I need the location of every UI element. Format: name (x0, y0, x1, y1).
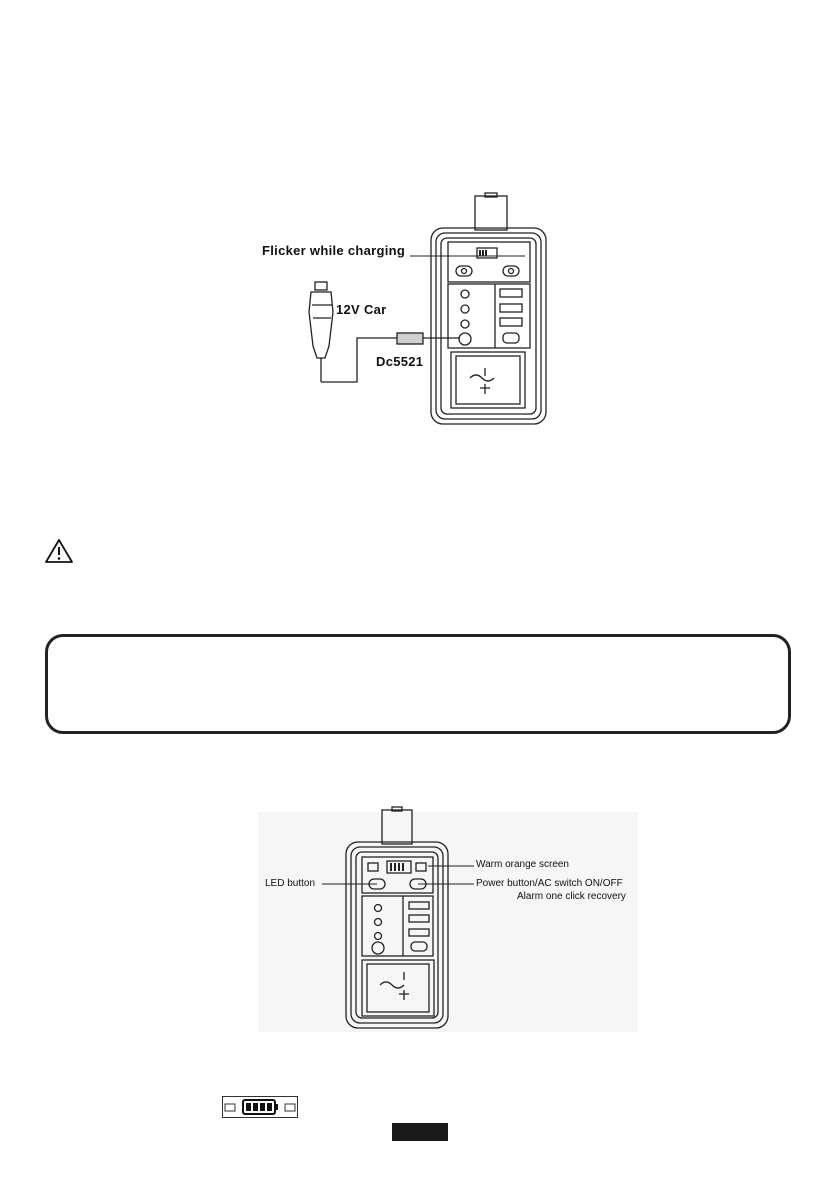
car-label: 12V Car (336, 302, 387, 317)
warning-icon (44, 538, 74, 564)
screen-label: Warm orange screen (476, 859, 569, 870)
alarm-label: Alarm one click recovery (517, 891, 626, 902)
connector-label: Dc5521 (376, 354, 424, 369)
control-panel-diagram (0, 800, 839, 1040)
power-button-label: Power button/AC switch ON/OFF (476, 878, 623, 889)
battery-display-icon (222, 1096, 298, 1118)
notice-box (45, 634, 791, 734)
car-charging-diagram (0, 0, 839, 470)
page-marker (392, 1123, 448, 1141)
flicker-label: Flicker while charging (262, 243, 406, 258)
led-button-label: LED button (265, 878, 316, 889)
